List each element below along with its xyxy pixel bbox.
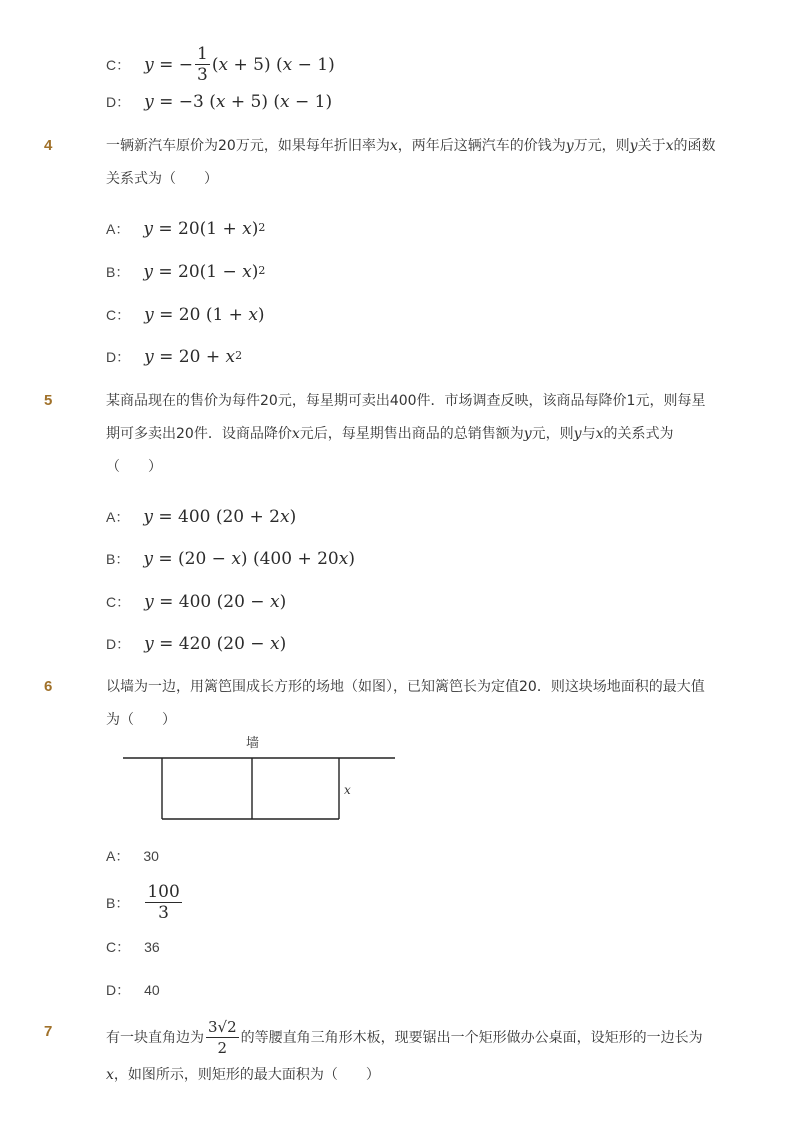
option-label: B：: [106, 264, 130, 280]
option-label: D：: [106, 636, 131, 652]
option-label: B：: [106, 551, 130, 567]
math-expression: y = −3 ( x + 5) ( x − 1): [144, 92, 333, 112]
q5-option-c[interactable]: [106, 592, 286, 612]
math-expression: y = 20 (1 + x ): [144, 305, 265, 325]
option-label: C：: [106, 594, 131, 610]
wall-label: 墙: [246, 736, 260, 751]
option-label: B：: [106, 894, 130, 911]
question-stem: 以墙为一边，用篱笆围成长方形的场地（如图），已知篱笆长为定值20．则这块场地面积的最大值为（ ）: [106, 679, 705, 728]
option-label: D：: [106, 982, 131, 998]
option-label: D：: [106, 349, 131, 365]
question-number: 6: [44, 678, 53, 695]
math-expression: y = 400 (20 + 2 x ): [143, 507, 297, 527]
option-value: 36: [144, 939, 160, 955]
option-label: C：: [106, 56, 131, 73]
q6-option-b[interactable]: [106, 882, 184, 923]
q4-option-b[interactable]: [106, 262, 265, 282]
question-number: 7: [44, 1023, 53, 1040]
q4-option-c[interactable]: [106, 305, 265, 325]
math-expression: y = 400 (20 − x ): [144, 592, 287, 612]
math-expression: y = 20(1 + x ) $^2$: [143, 219, 266, 239]
question-stem: 某商品现在的售价为每件20元，每星期可卖出400件．市场调查反映，该商品每降价1元，则每星期可多卖出20件．设商品降价x元后，每星期售出商品的总销售额为y元，则y与x的关系式为（ ）: [106, 393, 706, 475]
math-expression: y = (20 − x ) (400 + 20 x ): [143, 549, 355, 569]
q6-option-d[interactable]: [106, 980, 160, 1000]
q3-option-c[interactable]: [106, 44, 335, 85]
math-expression: y = 420 (20 − x ): [144, 634, 287, 654]
q4-option-a[interactable]: [106, 219, 265, 239]
math-expression: y = 20 + x $^2$: [144, 347, 243, 367]
option-value: 30: [143, 848, 159, 864]
q3-option-d[interactable]: [106, 92, 332, 112]
option-label: C：: [106, 939, 131, 955]
math-expression: $\frac{100}{3}$: [147, 882, 180, 923]
option-label: A：: [106, 848, 130, 864]
question-stem: 有一块直角边为 $\frac{3√2}{2}$ 的等腰直角三角形木板，现要锯出一个矩形做办公桌面，设矩形的一边长为 x，如图所示，则矩形的最大面积为（ ）: [106, 1018, 703, 1083]
q6-option-a[interactable]: [106, 846, 159, 866]
q5-option-a[interactable]: [106, 507, 296, 527]
math-expression: y = − $\frac{1}{3}$ ( x + 5) ( x − 1): [144, 44, 335, 85]
option-label: A：: [106, 509, 130, 525]
question-number: 5: [44, 392, 53, 409]
q6-option-c[interactable]: [106, 937, 160, 957]
math-expression: y = 20(1 − x ) $^2$: [143, 262, 266, 282]
fence-diagram: [120, 730, 410, 830]
q4-option-d[interactable]: [106, 347, 242, 367]
question-stem: 一辆新汽车原价为20万元，如果每年折旧率为x，两年后这辆汽车的价钱为y万元，则y关于x的函数关系式为（ ）: [106, 138, 716, 187]
option-value: 40: [144, 982, 160, 998]
q5-option-d[interactable]: [106, 634, 286, 654]
question-number: 4: [44, 137, 53, 154]
option-label: A：: [106, 221, 130, 237]
option-label: C：: [106, 307, 131, 323]
option-label: D：: [106, 94, 131, 110]
q5-option-b[interactable]: [106, 549, 355, 569]
side-label-x: x: [344, 783, 351, 797]
